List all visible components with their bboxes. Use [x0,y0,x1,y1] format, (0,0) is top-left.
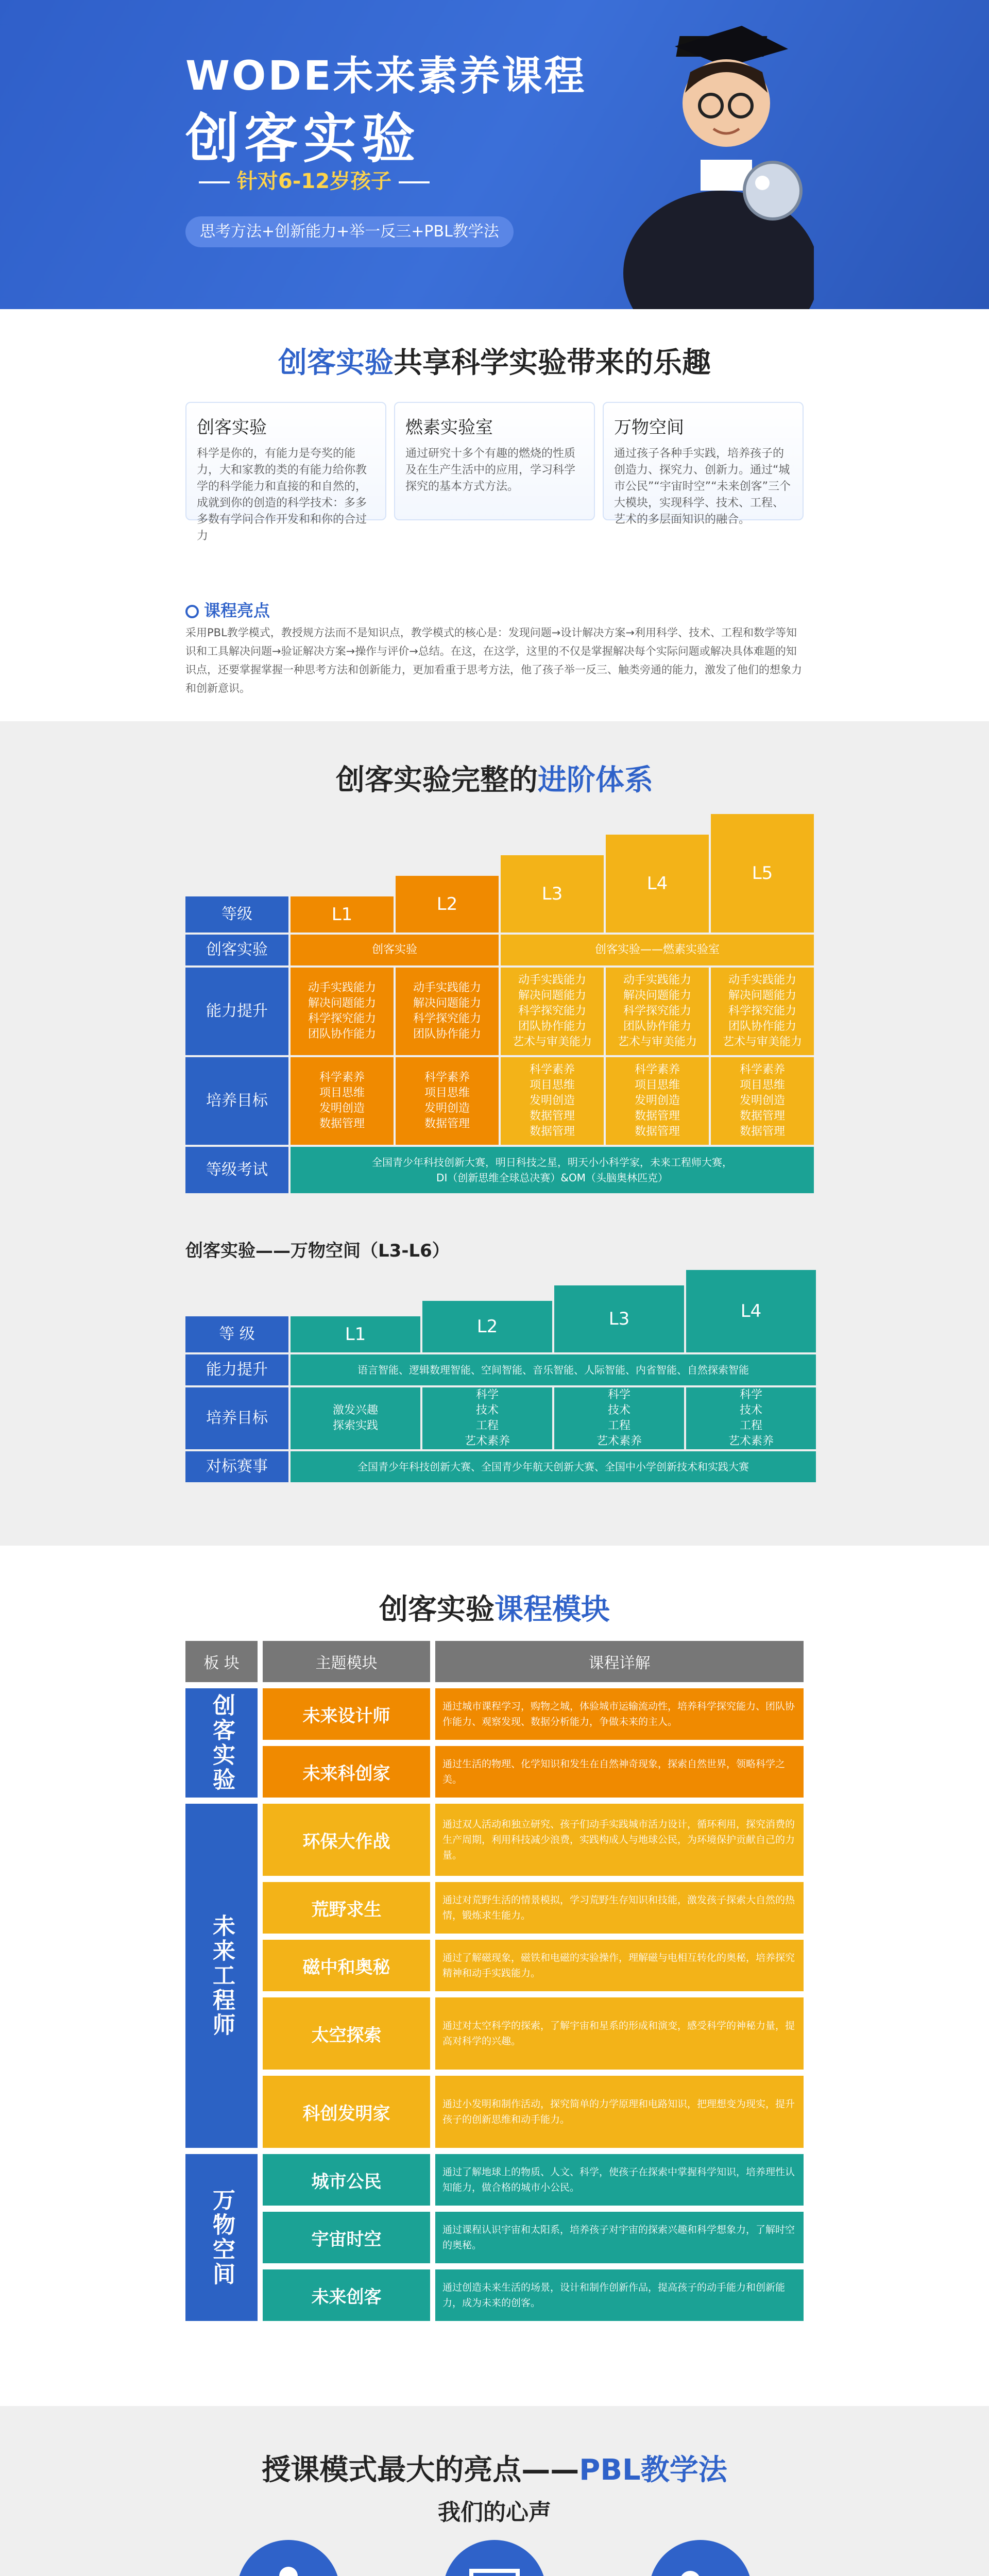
modules-heading: 创客实验课程模块 [379,1593,610,1626]
hero-banner [0,0,989,309]
module-topic: 荒野求生 [263,1882,430,1934]
sub-level-badge: L3 [554,1285,684,1352]
course-cell: 创客实验——燃素实验室 [501,935,814,965]
level-badge: L2 [396,876,499,933]
teacher-icon [443,2540,546,2576]
module-topic: 太空探索 [263,1997,430,2070]
module-topic: 未来科创家 [263,1746,430,1798]
hero-tag-pill: 思考方法+创新能力+举一反三+PBL教学法 [185,216,514,247]
module-desc: 通过对太空科学的探索，了解宇宙和星系的形成和演变，感受科学的神秘力量，提高对科学的兴趣。 [435,1997,804,2070]
hero-age: 针对6-12岁孩子 [185,165,443,194]
intro-card-3: 万物空间 通过孩子各种手实践，培养孩子的创造力、探究力、创新力。通过“城市公民”“宇宙时空”“未来创客”三个大模块，实现科学、技术、工程、艺术的多层面知识的融合。 [603,402,804,520]
heart-parents [649,2540,752,2576]
module-topic: 磁中和奥秘 [263,1940,430,1991]
module-topic: 环保大作战 [263,1804,430,1876]
module-header: 课程详解 [435,1641,804,1682]
goal-cell: 科学素养 项目思维 发明创造 数据管理 数据管理 [501,1057,604,1145]
intro-heading: 创客实验共享科学实验带来的乐趣 [278,346,711,380]
level-badge: L3 [501,855,604,933]
row-label: 创客实验 [185,935,288,965]
module-desc: 通过城市课程学习，购物之城，体验城市运输流动性，培养科学探究能力、团队协作能力、观察发现、数据分析能力，争做未来的主人。 [435,1688,804,1740]
module-topic: 城市公民 [263,2154,430,2206]
levels-heading: 创客实验完整的进阶体系 [336,764,653,797]
row-label: 能力提升 [185,968,288,1055]
hero-title: WODE未来素养课程 [185,53,587,99]
intro-card-2: 燃素实验室 通过研究十多个有趣的燃烧的性质及在生产生活中的应用，学习科学探究的基本方式方法。 [394,402,595,520]
goal-cell: 科学素养 项目思维 发明创造 数据管理 [291,1057,394,1145]
sub-row-label: 培养目标 [185,1387,288,1449]
highlight-title: 课程亮点 [185,598,270,621]
parents-icon [649,2540,752,2576]
intro-card-1: 创客实验 科学是你的，有能力是夸奖的能力，大和家教的类的有能力给你教学的科学能力和直接的和自然的，成就到你的创造的科学技术：多多多数有学问合作开发和和你的合过力 [185,402,386,520]
sub-level-badge: L1 [291,1316,420,1352]
ability-cell: 动手实践能力 解决问题能力 科学探究能力 团队协作能力 [291,968,394,1055]
ability-cell: 动手实践能力 解决问题能力 科学探究能力 团队协作能力 [396,968,499,1055]
goal-cell: 科学素养 项目思维 发明创造 数据管理 [396,1057,499,1145]
levels-section [0,721,989,1546]
row-label: 培养目标 [185,1057,288,1145]
module-topic: 未来创客 [263,2269,430,2321]
goal-cell: 科学素养 项目思维 发明创造 数据管理 数据管理 [711,1057,814,1145]
module-block: 未来工程师 [185,1804,258,2148]
sub-row-label: 能力提升 [185,1354,288,1385]
levels-sub-title: 创客实验——万物空间（L3-L6） [185,1241,450,1261]
ability-cell: 动手实践能力 解决问题能力 科学探究能力 团队协作能力 艺术与审美能力 [711,968,814,1055]
highlight-text: 采用PBL教学模式，教授规方法而不是知识点，教学模式的核心是：发现问题→设计解决方案→利用科学、技术、工程和数学等知识和工具解决问题→验证解决方案→操作与评价→总结。在这，在这学，这里的不仅是掌握解决每个实际问题或解决具体难题的知识点，还要掌握掌握一种思考方法和创新能力，更加看重于思考方法，他了孩子举一反三、触类旁通的能力，激发了他们的想象力和创新意识。 [185,626,802,694]
course-cell: 创客实验 [291,935,499,965]
module-header: 板 块 [185,1641,258,1682]
pbl-heading: 授课模式最大的亮点——PBL教学法 [262,2453,727,2487]
sub-goal-cell: 科学 技术 工程 艺术素养 [422,1387,552,1449]
module-topic: 宇宙时空 [263,2212,430,2263]
sub-goal-cell: 科学 技术 工程 艺术素养 [686,1387,816,1449]
heart-child [237,2540,340,2576]
sub-goal-cell: 科学 技术 工程 艺术素养 [554,1387,684,1449]
hero-subtitle: 创客实验 [185,107,421,170]
module-desc: 通过生活的物理、化学知识和发生在自然神奇现象，探索自然世界，领略科学之美。 [435,1746,804,1798]
module-desc: 通过创造未来生活的场景，设计和制作创新作品，提高孩子的动手能力和创新能力，成为未来的创客。 [435,2269,804,2321]
module-header: 主题模块 [263,1641,430,1682]
goal-cell: 科学素养 项目思维 发明创造 数据管理 数据管理 [606,1057,709,1145]
level-badge: L4 [606,835,709,933]
heart-teacher [443,2540,546,2576]
exam-cell: 全国青少年科技创新大赛，明日科技之星，明天小小科学家，未来工程师大赛， DI（创新思维全球总决赛）&OM（头脑奥林匹克） [291,1147,814,1193]
sub-goal-cell: 激发兴趣 探索实践 [291,1387,420,1449]
pbl-subtitle: 我们的心声 [438,2499,551,2526]
child-icon [237,2540,340,2576]
row-label: 等级考试 [185,1147,288,1193]
module-desc: 通过了解磁现象，磁铁和电磁的实验操作，理解磁与电相互转化的奥秘，培养探究精神和动手实践能力。 [435,1940,804,1991]
module-block: 创客实验 [185,1688,258,1798]
module-desc: 通过双人活动和独立研究、孩子们动手实践城市活力设计，循环利用，探究消费的生产周期，利用科技减少浪费，实践构成人与地球公民，为环境保护贡献自己的力量。 [435,1804,804,1876]
sub-level-badge: L2 [422,1301,552,1352]
pbl-section [0,2406,989,2576]
row-label: 等级 [185,896,288,933]
module-block: 万物空间 [185,2154,258,2321]
sub-level-badge: L4 [686,1270,816,1352]
module-desc: 通过小发明和制作活动，探究简单的力学原理和电路知识，把理想变为现实，提升孩子的创新思维和动手能力。 [435,2076,804,2148]
ability-cell: 动手实践能力 解决问题能力 科学探究能力 团队协作能力 艺术与审美能力 [606,968,709,1055]
sub-ability-cell: 语言智能、逻辑数理智能、空间智能、音乐智能、人际智能、内省智能、自然探索智能 [291,1354,816,1385]
module-topic: 未来设计师 [263,1688,430,1740]
sub-row-label: 等 级 [185,1316,288,1352]
module-desc: 通过课程认识宇宙和太阳系，培养孩子对宇宙的探索兴趣和科学想象力，了解时空的奥秘。 [435,2212,804,2263]
module-topic: 科创发明家 [263,2076,430,2148]
level-badge: L1 [291,896,394,933]
ability-cell: 动手实践能力 解决问题能力 科学探究能力 团队协作能力 艺术与审美能力 [501,968,604,1055]
student-illustration [608,5,814,309]
modules-section [0,1546,989,2406]
bulb-icon [185,605,199,618]
module-desc: 通过对荒野生活的情景模拟，学习荒野生存知识和技能，激发孩子探索大自然的热情，锻炼求生能力。 [435,1882,804,1934]
level-badge: L5 [711,814,814,933]
intro-section [0,309,989,721]
sub-contest-cell: 全国青少年科技创新大赛、全国青少年航天创新大赛、全国中小学创新技术和实践大赛 [291,1451,816,1482]
sub-row-label: 对标赛事 [185,1451,288,1482]
module-desc: 通过了解地球上的物质、人文、科学，使孩子在探索中掌握科学知识，培养理性认知能力，做合格的城市小公民。 [435,2154,804,2206]
